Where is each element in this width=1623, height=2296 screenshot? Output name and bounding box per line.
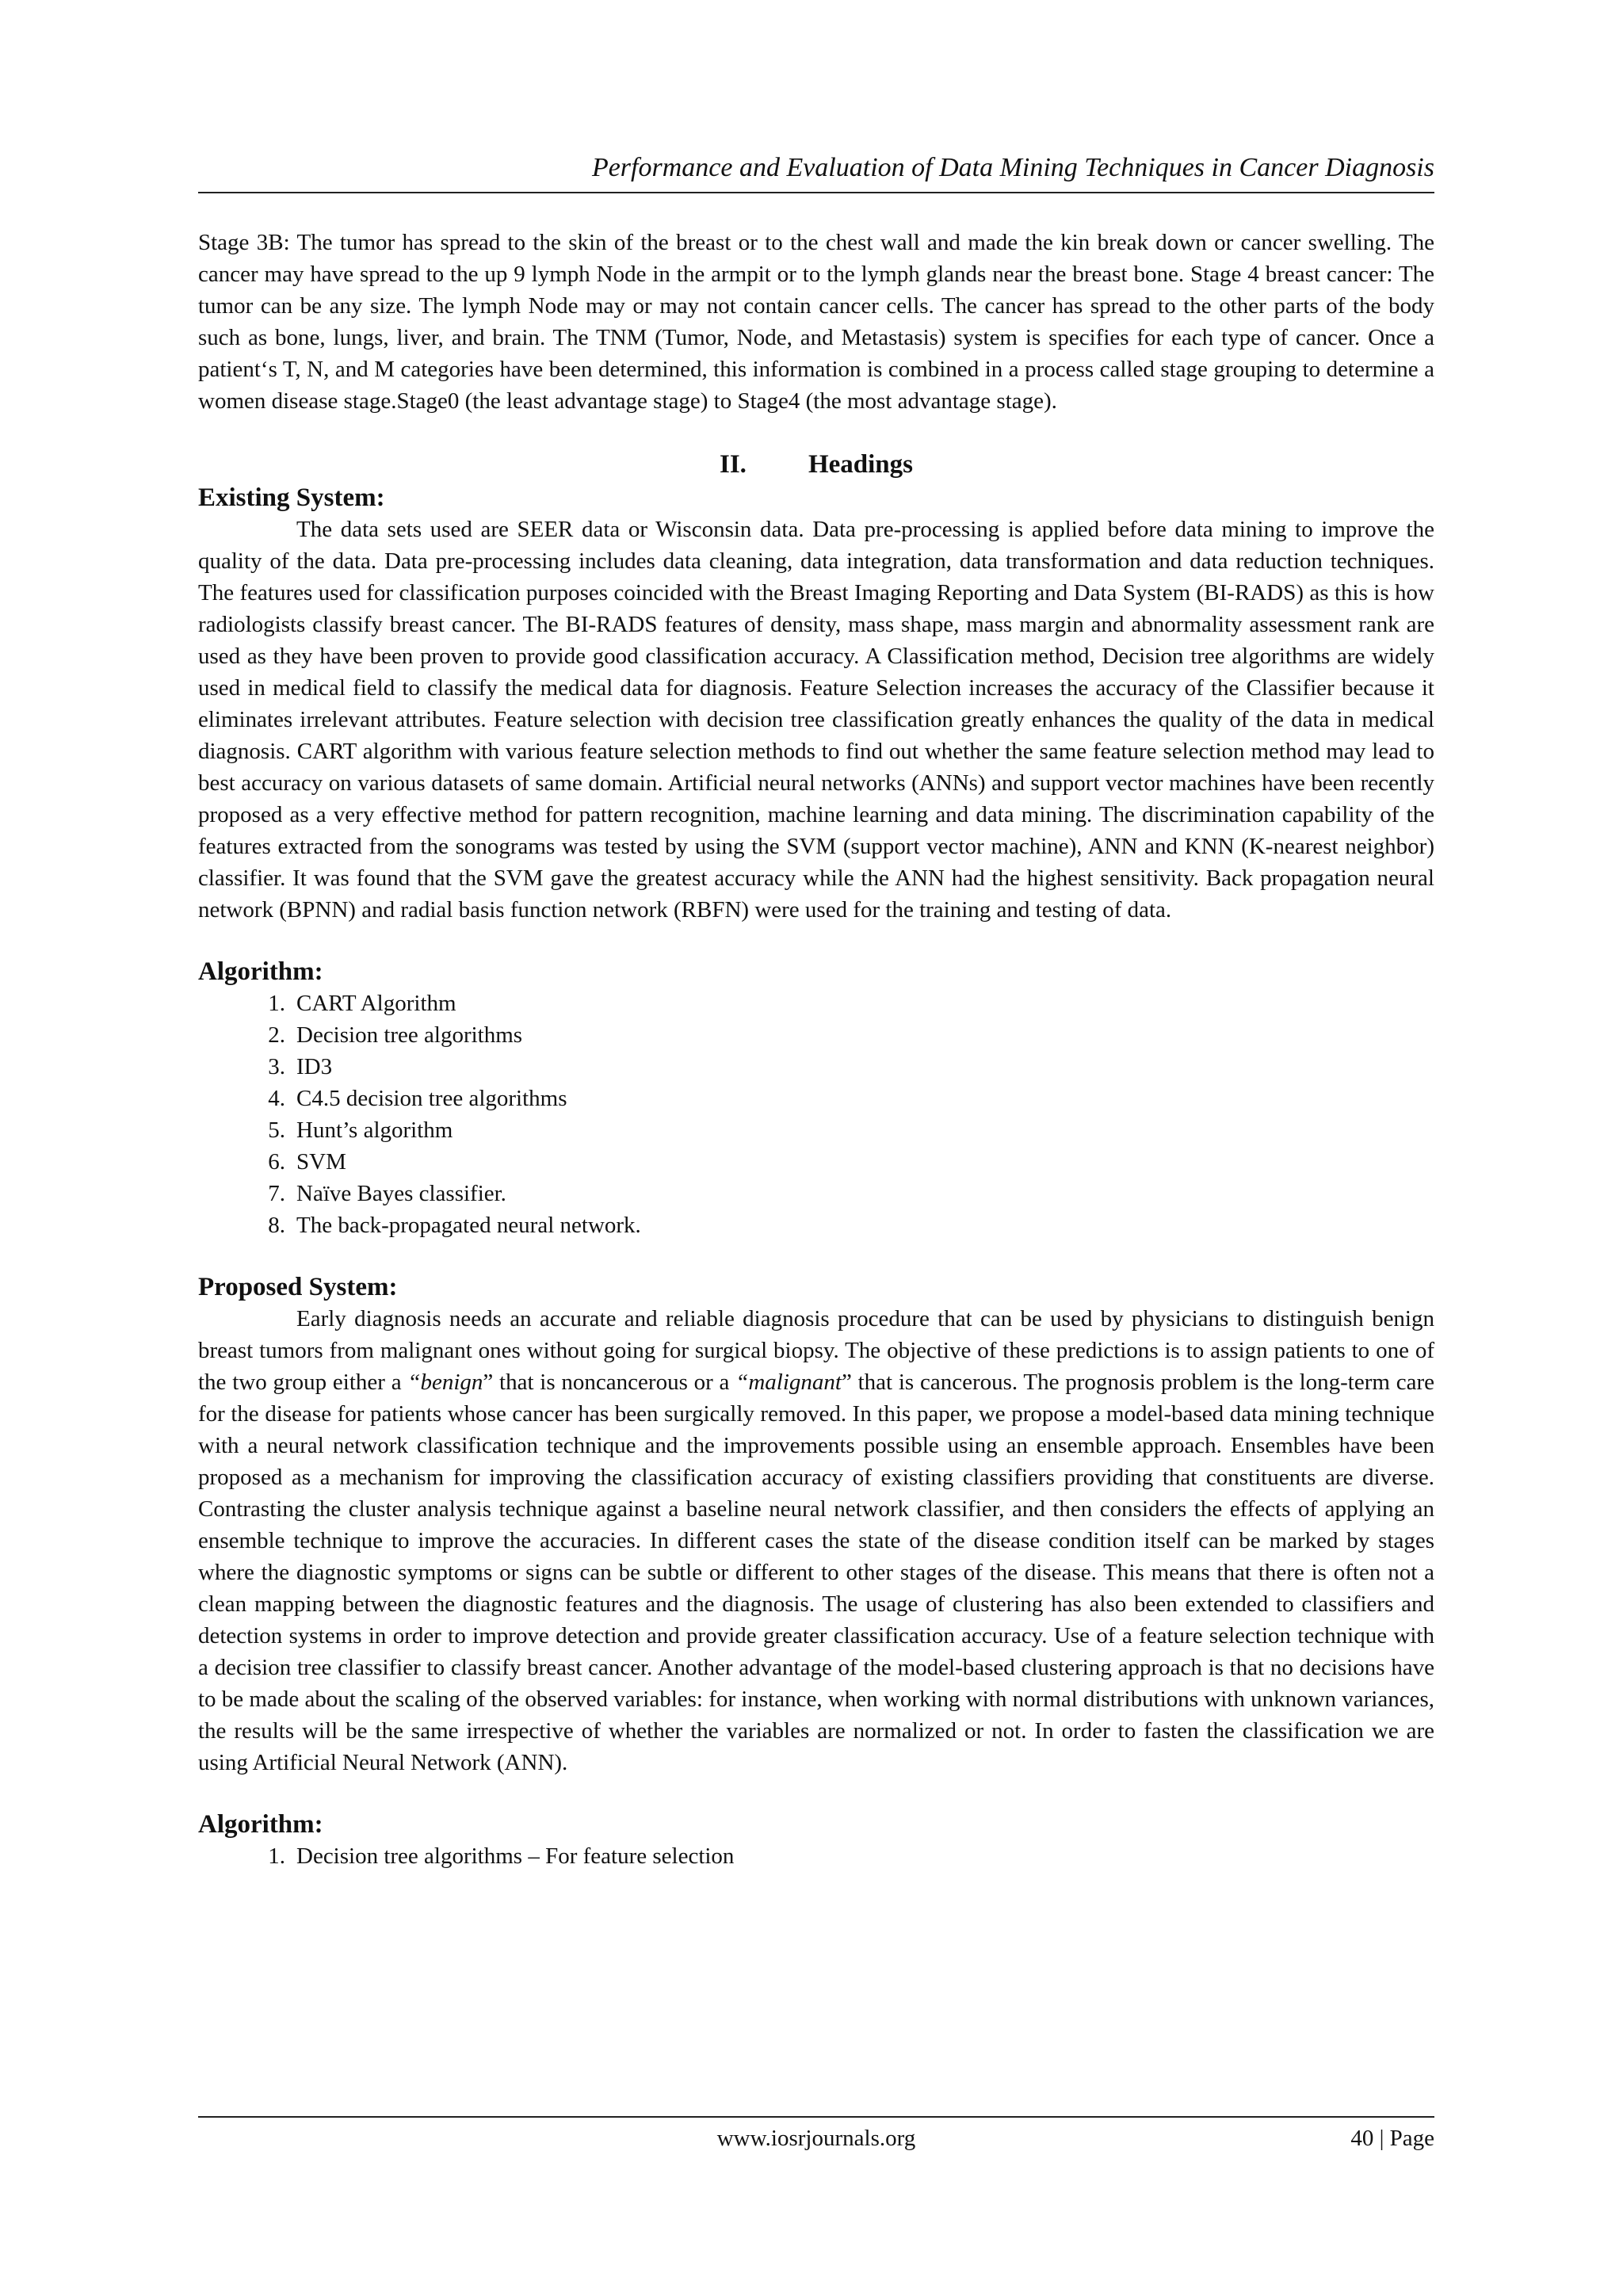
- header-rule: [198, 192, 1434, 193]
- list-item: 4. C4.5 decision tree algorithms: [268, 1086, 567, 1111]
- existing-system-paragraph: The data sets used are SEER data or Wisconsin data. Data pre-processing is applied before data mining to improve the quality of the data. Data pre-processing includes data cleaning, data integration, data transformation and data reduction techniques. The features used for classification purposes coincided with the Breast Imaging Reporting and Data System (BI-RADS) as this is how radiologists classify breast cancer. The BI-RADS features of density, mass shape, mass margin and abnormality assessment rank are used as they have been proven to provide good classification accuracy. A Classification method, Decision tree algorithms are widely used in medical field to classify the medical data for diagnosis. Feature Selection increases the accuracy of the Classifier because it eliminates irrelevant attributes. Feature selection with decision tree classification greatly enhances the quality of the data in medical diagnosis. CART algorithm with various feature selection methods to find out whether the same feature selection method may lead to best accuracy on various datasets of same domain. Artificial neural networks (ANNs) and support vector machines have been recently proposed as a very effective method for pattern recognition, machine learning and data mining. The discrimination capability of the features extracted from the sonograms was tested by using the SVM (support vector machine), ANN and KNN (K-nearest neighbor) classifier. It was found that the SVM gave the greatest accuracy while the ANN had the highest sensitivity. Back propagation neural network (BPNN) and radial basis function network (RBFN) were used for the training and testing of data.: [198, 517, 1434, 923]
- algorithm-list-1: [198, 988, 1434, 1241]
- list-item: 1. CART Algorithm: [268, 991, 456, 1016]
- proposed-system-heading: Proposed System:: [198, 1273, 398, 1301]
- proposed-system-paragraph: Early diagnosis needs an accurate and reliable diagnosis procedure that can be used by physicians to distinguish benign breast tumors from malignant ones without going for surgical biopsy. The objective of these predictions is to assign patients to one of the two group either a “benign” that is noncancerous or a “malignant” that is cancerous. The prognosis problem is the long-term care for the disease for patients whose cancer has been surgically removed. In this paper, we propose a model-based data mining technique with a neural network classification technique and the improvements possible using an ensemble approach. Ensembles have been proposed as a mechanism for improving the classification accuracy of existing classifiers providing that constituents are diverse. Contrasting the cluster analysis technique against a baseline neural network classifier, and then considers the effects of applying an ensemble technique to improve the accuracies. In different cases the state of the disease condition itself can be marked by stages where the diagnostic symptoms or signs can be subtle or different to other stages of the disease. This means that there is often not a clean mapping between the diagnostic features and the diagnosis. The usage of clustering has also been extended to classifiers and detection systems in order to improve detection and provide greater classification accuracy. Use of a feature selection technique with a decision tree classifier to classify breast cancer. Another advantage of the model-based clustering approach is that no decisions have to be made about the scaling of the observed variables: for instance, when working with normal distributions with unknown variances, the results will be the same irrespective of whether the variables are normalized or not. In order to fasten the classification we are using Artificial Neural Network (ANN).: [198, 1306, 1434, 1775]
- existing-system-heading: Existing System:: [198, 483, 385, 512]
- malignant-term: “malignant: [735, 1370, 842, 1395]
- algorithm-heading-2: Algorithm:: [198, 1810, 323, 1839]
- document-page: [198, 0, 1434, 2296]
- page-number: 40 | Page: [1350, 2126, 1434, 2151]
- list-item: 6. SVM: [268, 1149, 346, 1175]
- body-text: [198, 227, 1434, 1872]
- list-item: 8. The back-propagated neural network.: [268, 1213, 641, 1238]
- list-item: 2. Decision tree algorithms: [268, 1022, 523, 1048]
- section-number: II.: [720, 450, 747, 479]
- algorithm-heading-1: Algorithm:: [198, 957, 323, 986]
- algorithm-list-2: [198, 1840, 1434, 1872]
- list-item: 3. ID3: [268, 1054, 333, 1079]
- list-item: 7. Naïve Bayes classifier.: [268, 1181, 506, 1206]
- list-item: 1. Decision tree algorithms – For feature selection: [268, 1843, 735, 1869]
- benign-term: “benign: [407, 1370, 483, 1395]
- list-item: 5. Hunt’s algorithm: [268, 1117, 453, 1143]
- running-header: Performance and Evaluation of Data Mining Techniques in Cancer Diagnosis: [591, 153, 1434, 182]
- section-heading: [198, 447, 1434, 482]
- section-title: Headings: [808, 450, 913, 479]
- footer-website: www.iosrjournals.org: [716, 2126, 916, 2151]
- intro-paragraph: Stage 3B: The tumor has spread to the skin of the breast or to the chest wall and made the kin break down or cancer swelling. The cancer may have spread to the up 9 lymph Node in the armpit or to the lymph glands near the breast bone. Stage 4 breast cancer: The tumor can be any size. The lymph Node may or may not contain cancer cells. The cancer has spread to the other parts of the body such as bone, lungs, liver, and brain. The TNM (Tumor, Node, and Metastasis) system is specifies for each type of cancer. Once a patient‘s T, N, and M categories have been determined, this information is combined in a process called stage grouping to determine a women disease stage.Stage0 (the least advantage stage) to Stage4 (the most advantage stage).: [198, 230, 1434, 414]
- footer-rule: [198, 2116, 1434, 2118]
